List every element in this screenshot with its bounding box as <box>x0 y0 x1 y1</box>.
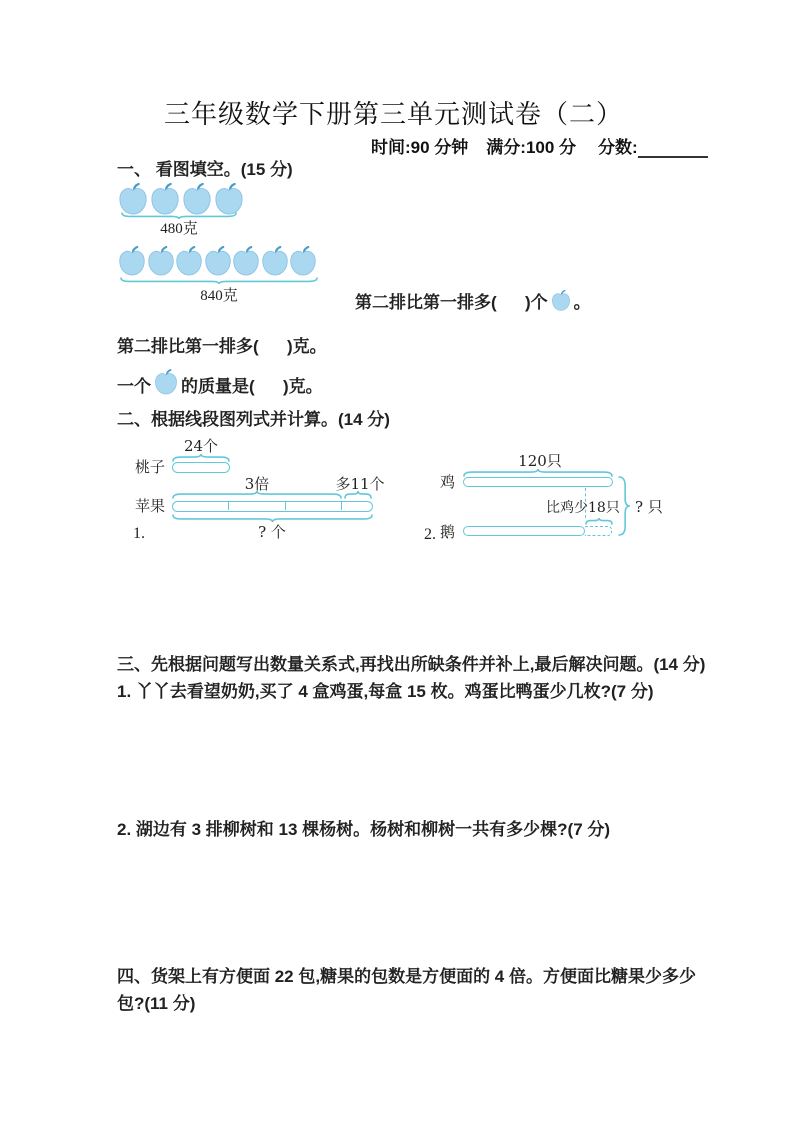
section4-line2: 包?(11 分) <box>117 994 196 1013</box>
d1-peach-bar <box>172 462 230 473</box>
time-label: 时间:90 分钟 <box>371 138 469 157</box>
apple-icon <box>289 246 317 276</box>
exam-meta <box>371 133 708 158</box>
d1-times-label: 3倍 <box>244 475 270 493</box>
score-blank-line <box>638 141 708 158</box>
section3-heading: 三、先根据问题写出数量关系式,再找出所缺条件并补上,最后解决问题。(14 分) <box>117 655 706 674</box>
d1-apple-bar <box>172 501 373 512</box>
section3-q1: 1. 丫丫去看望奶奶,买了 4 盒鸡蛋,每盒 15 枚。鸡蛋比鸭蛋少几枚?(7 分) <box>117 682 654 701</box>
d1-extra-label: 多11个 <box>335 475 385 493</box>
d1-brace-3x <box>172 490 342 499</box>
d2-row1-name: 鸡 <box>440 473 456 491</box>
exam-title: 三年级数学下册第三单元测试卷（二） <box>163 100 623 129</box>
section2-heading: 二、根据线段图列式并计算。(14 分) <box>117 410 390 429</box>
apple-icon <box>261 246 289 276</box>
d1-brace-24 <box>172 453 230 462</box>
brace-480g <box>121 212 237 220</box>
apple-row-1 <box>118 183 244 215</box>
apple-row-2 <box>118 246 317 276</box>
d1-tick-3 <box>341 502 342 510</box>
section3-q2: 2. 湖边有 3 排柳树和 13 棵杨树。杨树和柳树一共有多少棵?(7 分) <box>117 820 611 839</box>
apple-icon <box>175 246 203 276</box>
apple-icon <box>551 290 571 311</box>
weight-label-840g: 840克 <box>200 288 238 304</box>
section4-line1: 四、货架上有方便面 22 包,糖果的包数是方便面的 4 倍。方便面比糖果少多少 <box>117 967 696 986</box>
section1-heading: 一、 看图填空。(15 分) <box>117 160 293 179</box>
d2-question-label: ? 只 <box>635 498 663 516</box>
d2-brace-total <box>618 476 631 536</box>
question-more-apples-period: 。 <box>573 292 591 312</box>
apple-icon <box>118 246 146 276</box>
d1-row2-name: 苹果 <box>135 497 166 515</box>
question-one-apple <box>117 366 323 397</box>
d1-tick-2 <box>285 502 286 510</box>
question-more-apples <box>355 287 591 313</box>
d1-number: 1. <box>133 525 145 542</box>
d2-goose-bar <box>463 526 585 536</box>
d1-tick-1 <box>228 502 229 510</box>
d1-brace-total <box>172 514 373 523</box>
d2-number: 2. <box>424 526 436 543</box>
full-score-label: 满分:100 分 <box>486 138 577 157</box>
apple-icon-slot <box>551 290 571 316</box>
apple-icon <box>154 369 178 395</box>
apple-icon <box>147 246 175 276</box>
apple-icon <box>118 183 148 215</box>
weight-label-480g: 480克 <box>160 221 198 237</box>
question-more-grams: 第二排比第一排多( )克。 <box>117 337 327 356</box>
question-one-apple-prefix: 一个 <box>117 376 151 396</box>
apple-icon <box>232 246 260 276</box>
d1-question-label: ? 个 <box>258 523 286 541</box>
brace-840g <box>120 277 318 285</box>
d2-goose-dashed-extension <box>585 526 612 536</box>
d1-top-label: 24个 <box>183 437 219 455</box>
apple-icon-slot <box>154 369 178 400</box>
apple-icon <box>214 183 244 215</box>
d1-row1-name: 桃子 <box>135 458 166 476</box>
d2-top-label: 120只 <box>518 452 562 470</box>
apple-icon <box>204 246 232 276</box>
d1-brace-extra <box>344 490 372 499</box>
apple-icon <box>182 183 212 215</box>
score-label: 分数: <box>598 138 638 157</box>
question-more-apples-text: 第二排比第一排多( )个 <box>355 292 548 312</box>
d2-brace-less <box>585 517 613 525</box>
d2-chicken-bar <box>463 477 613 487</box>
apple-icon <box>150 183 180 215</box>
d2-row2-name: 鹅 <box>440 523 456 541</box>
question-one-apple-suffix: 的质量是( )克。 <box>181 376 323 396</box>
d2-less-label: 比鸡少18只 <box>546 500 620 516</box>
d2-brace-120 <box>463 468 613 477</box>
